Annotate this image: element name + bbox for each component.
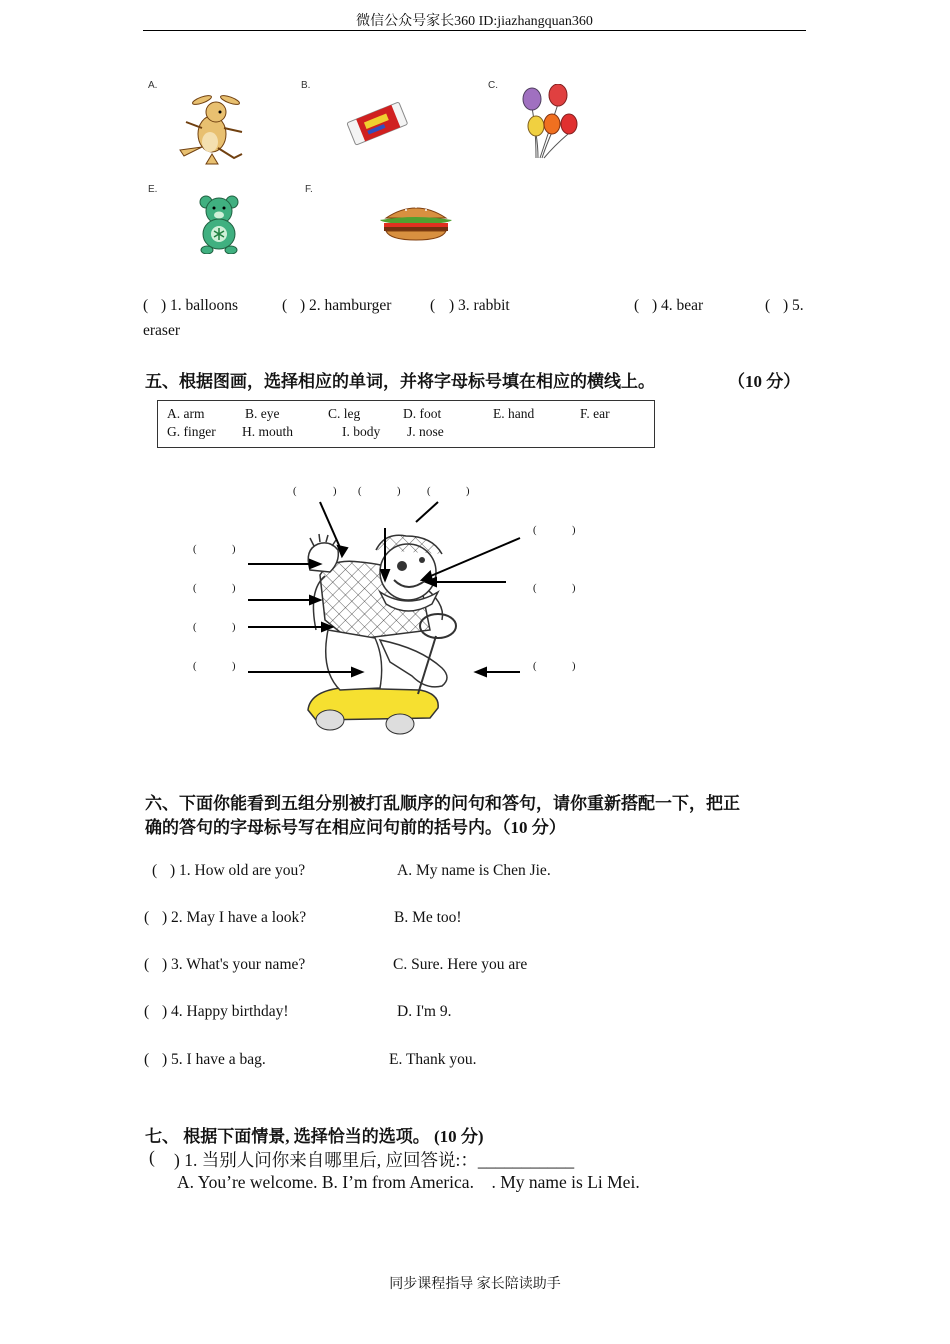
label-blank-open: ( — [533, 583, 537, 594]
answer-a: A. My name is Chen Jie. — [397, 862, 551, 879]
section5-score: （10 分） — [728, 372, 801, 391]
label-blank-close: ) — [232, 661, 236, 672]
question-2: ) 2. May I have a look? — [162, 909, 307, 926]
label-blank-open: ( — [193, 622, 197, 633]
answer-d: D. I'm 9. — [397, 1003, 452, 1020]
match-item-5-word: eraser — [143, 322, 180, 339]
word-option: G. finger — [167, 424, 216, 439]
label-blank-close: ) — [232, 622, 236, 633]
label-blank-close: ) — [333, 486, 337, 497]
match-item-2: ) 2. hamburger — [300, 297, 392, 314]
question-5: ) 5. I have a bag. — [162, 1051, 266, 1068]
page-header: 微信公众号家长360 ID:jiazhangquan360 — [356, 14, 593, 29]
picture-label-e: E. — [148, 184, 158, 195]
label-blank-open: ( — [193, 661, 197, 672]
page-footer: 同步课程指导 家长陪读助手 — [389, 1277, 561, 1292]
label-blank-close: ) — [572, 525, 576, 536]
section7-options: A. You’re welcome. B. I’m from America. . My name is Li Mei. — [177, 1172, 640, 1192]
word-option: D. foot — [403, 406, 442, 421]
word-option: E. hand — [493, 406, 535, 421]
word-bank — [157, 400, 655, 448]
match-paren: ( — [634, 297, 640, 314]
question-paren: ( — [144, 909, 150, 926]
word-option: H. mouth — [242, 424, 294, 439]
answer-c: C. Sure. Here you are — [393, 956, 528, 973]
question-paren: ( — [149, 1147, 155, 1167]
label-blank-close: ) — [232, 544, 236, 555]
label-blank-close: ) — [572, 661, 576, 672]
clown-illustration — [180, 480, 600, 745]
section7-question-1: ) 1. 当别人问你来自哪里后, 应回答说:：___________ — [174, 1150, 575, 1170]
match-item-4: ) 4. bear — [652, 297, 704, 314]
match-item-5: ) 5. — [783, 297, 804, 314]
word-option: C. leg — [328, 406, 361, 421]
label-blank-open: ( — [193, 583, 197, 594]
label-blank-open: ( — [358, 486, 362, 497]
bear-picture — [193, 194, 245, 254]
eraser-picture — [343, 98, 409, 148]
word-option: A. arm — [167, 406, 205, 421]
picture-label-c: C. — [488, 80, 498, 91]
word-option: J. nose — [407, 424, 444, 439]
hamburger-picture — [376, 200, 456, 242]
section6-title-line2: 确的答句的字母标号写在相应问句前的括号内。（10 分） — [145, 818, 566, 837]
match-item-1: ) 1. balloons — [161, 297, 239, 314]
question-3: ) 3. What's your name? — [162, 956, 306, 973]
label-blank-open: ( — [293, 486, 297, 497]
label-blank-close: ) — [466, 486, 470, 497]
rabbit-picture — [172, 92, 252, 166]
word-option: B. eye — [245, 406, 280, 421]
question-paren: ( — [144, 1051, 150, 1068]
answer-e: E. Thank you. — [389, 1051, 477, 1068]
word-option: I. body — [342, 424, 381, 439]
answer-b: B. Me too! — [394, 909, 462, 926]
match-item-3: ) 3. rabbit — [449, 297, 510, 314]
match-paren: ( — [430, 297, 436, 314]
label-blank-close: ) — [572, 583, 576, 594]
question-paren: ( — [144, 956, 150, 973]
label-blank-open: ( — [193, 544, 197, 555]
word-option: F. ear — [580, 406, 610, 421]
label-blank-open: ( — [533, 525, 537, 536]
label-blank-open: ( — [427, 486, 431, 497]
section7-title: 七、 根据下面情景, 选择恰当的选项。 (10 分) — [145, 1127, 484, 1146]
picture-label-b: B. — [301, 80, 311, 91]
balloons-picture — [514, 84, 584, 164]
label-blank-close: ) — [397, 486, 401, 497]
label-blank-open: ( — [533, 661, 537, 672]
label-blank-close: ) — [232, 583, 236, 594]
question-paren: ( — [144, 1003, 150, 1020]
header-divider — [143, 30, 806, 31]
question-1: ) 1. How old are you? — [170, 862, 306, 879]
picture-label-a: A. — [148, 80, 158, 91]
question-paren: ( — [152, 862, 158, 879]
match-paren: ( — [143, 297, 149, 314]
section5-title: 五、根据图画，选择相应的单词，并将字母标号填在相应的横线上。 — [145, 372, 655, 391]
section6-title-line1: 六、下面你能看到五组分别被打乱顺序的问句和答句，请你重新搭配一下，把正 — [145, 794, 740, 813]
question-4: ) 4. Happy birthday! — [162, 1003, 289, 1020]
match-paren: ( — [765, 297, 771, 314]
match-paren: ( — [282, 297, 288, 314]
picture-label-f: F. — [305, 184, 313, 195]
